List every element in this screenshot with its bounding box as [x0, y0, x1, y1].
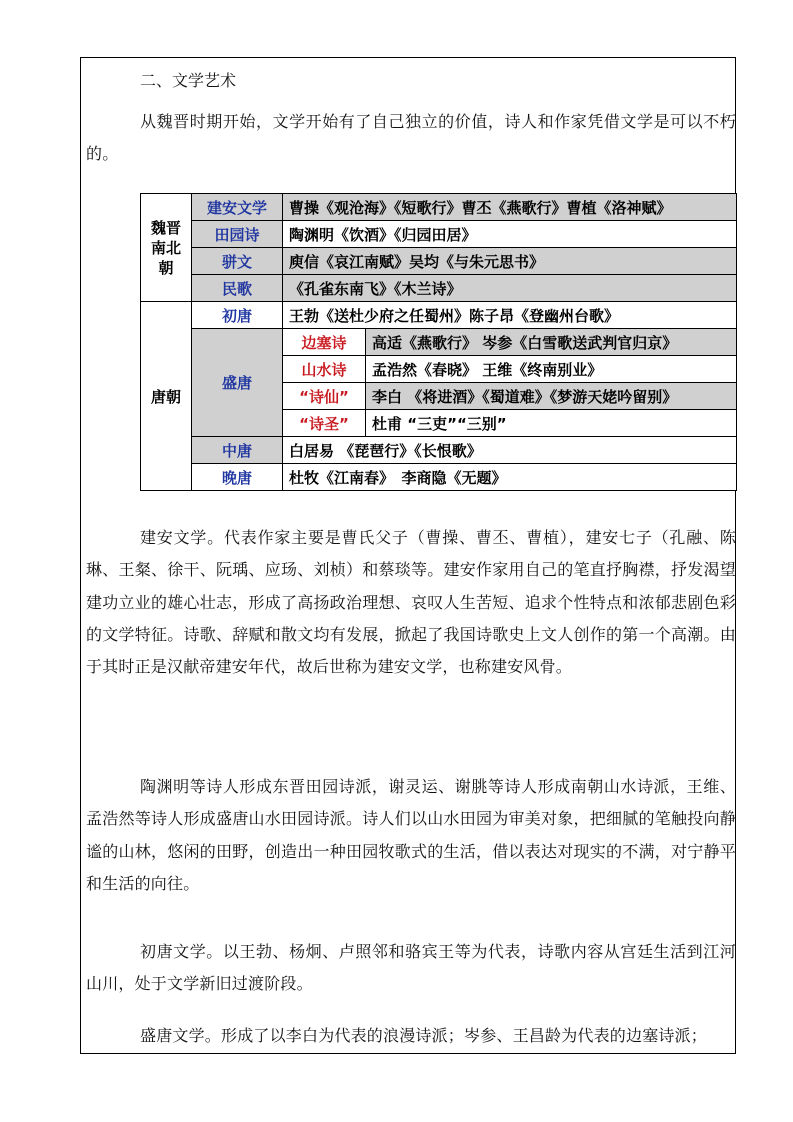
genre-cell: 骈文	[192, 248, 283, 275]
table-row	[141, 302, 737, 329]
works-cell: 杜牧《江南春》 李商隐《无题》	[283, 464, 737, 491]
paragraph-chutang: 初唐文学。以王勃、杨炯、卢照邻和骆宾王等为代表，诗歌内容从宫廷生活到江河山川，处于文学新旧过渡阶段。	[86, 942, 736, 994]
table-row	[141, 329, 737, 356]
era-cell-weijin: 魏晋 南北 朝	[141, 194, 192, 302]
table-row	[141, 275, 737, 302]
era-cell-tang: 唐朝	[141, 302, 192, 491]
genre-cell: 晚唐	[192, 464, 283, 491]
works-cell: 杜甫 “三吏”“三别”	[366, 410, 737, 437]
works-cell: 庾信《哀江南赋》吴均《与朱元思书》	[283, 248, 737, 275]
genre-cell: 建安文学	[192, 194, 283, 221]
works-cell: 李白 《将进酒》《蜀道难》《梦游天姥吟留别》	[366, 383, 737, 410]
works-cell: 《孔雀东南飞》《木兰诗》	[283, 275, 737, 302]
genre-cell: 田园诗	[192, 221, 283, 248]
subgenre-cell: “诗圣”	[283, 410, 366, 437]
literature-table	[140, 193, 737, 491]
genre-cell: 民歌	[192, 275, 283, 302]
genre-cell: 初唐	[192, 302, 283, 329]
paragraph-shengtang: 盛唐文学。形成了以李白为代表的浪漫诗派；岑参、王昌龄为代表的边塞诗派；	[140, 1026, 708, 1045]
paragraph-tianyuan: 陶渊明等诗人形成东晋田园诗派，谢灵运、谢朓等诗人形成南朝山水诗派，王维、孟浩然等诗人形成盛唐山水田园诗派。诗人们以山水田园为审美对象，把细腻的笔触投向静谧的山林，悠闲的田野，创造出一种田园牧歌式的生活，借以表达对现实的不满，对宁静平和生活的向往。	[86, 777, 736, 893]
subgenre-cell: 边塞诗	[283, 329, 366, 356]
works-cell: 孟浩然《春晓》 王维《终南别业》	[366, 356, 737, 383]
intro-paragraph: 从魏晋时期开始，文学开始有了自己独立的价值，诗人和作家凭借文学是可以不朽的。	[86, 112, 736, 164]
works-cell: 白居易 《琵琶行》《长恨歌》	[283, 437, 737, 464]
table-row	[141, 194, 737, 221]
works-cell: 曹操《观沧海》《短歌行》曹丕《燕歌行》曹植《洛神赋》	[283, 194, 737, 221]
table-row	[141, 248, 737, 275]
subgenre-cell: 山水诗	[283, 356, 366, 383]
works-cell: 王勃《送杜少府之任蜀州》陈子昂《登幽州台歌》	[283, 302, 737, 329]
subgenre-cell: “诗仙”	[283, 383, 366, 410]
works-cell: 高适《燕歌行》 岑参《白雪歌送武判官归京》	[366, 329, 737, 356]
table-row	[141, 437, 737, 464]
genre-cell: 中唐	[192, 437, 283, 464]
works-cell: 陶渊明《饮酒》《归园田居》	[283, 221, 737, 248]
paragraph-jianan: 建安文学。代表作家主要是曹氏父子（曹操、曹丕、曹植），建安七子（孔融、陈琳、王粲、徐干、阮瑀、应玚、刘桢）和蔡琰等。建安作家用自己的笔直抒胸襟，抒发渴望建功立业的雄心壮志，形成了高扬政治理想、哀叹人生苦短、追求个性特点和浓郁悲剧色彩的文学特征。诗歌、辞赋和散文均有发展，掀起了我国诗歌史上文人创作的第一个高潮。由于其时正是汉献帝建安年代，故后世称为建安文学，也称建安风骨。	[86, 528, 736, 677]
genre-cell: 盛唐	[192, 329, 283, 437]
section-heading: 二、文学艺术	[140, 71, 237, 90]
table-row	[141, 221, 737, 248]
table-row	[141, 464, 737, 491]
